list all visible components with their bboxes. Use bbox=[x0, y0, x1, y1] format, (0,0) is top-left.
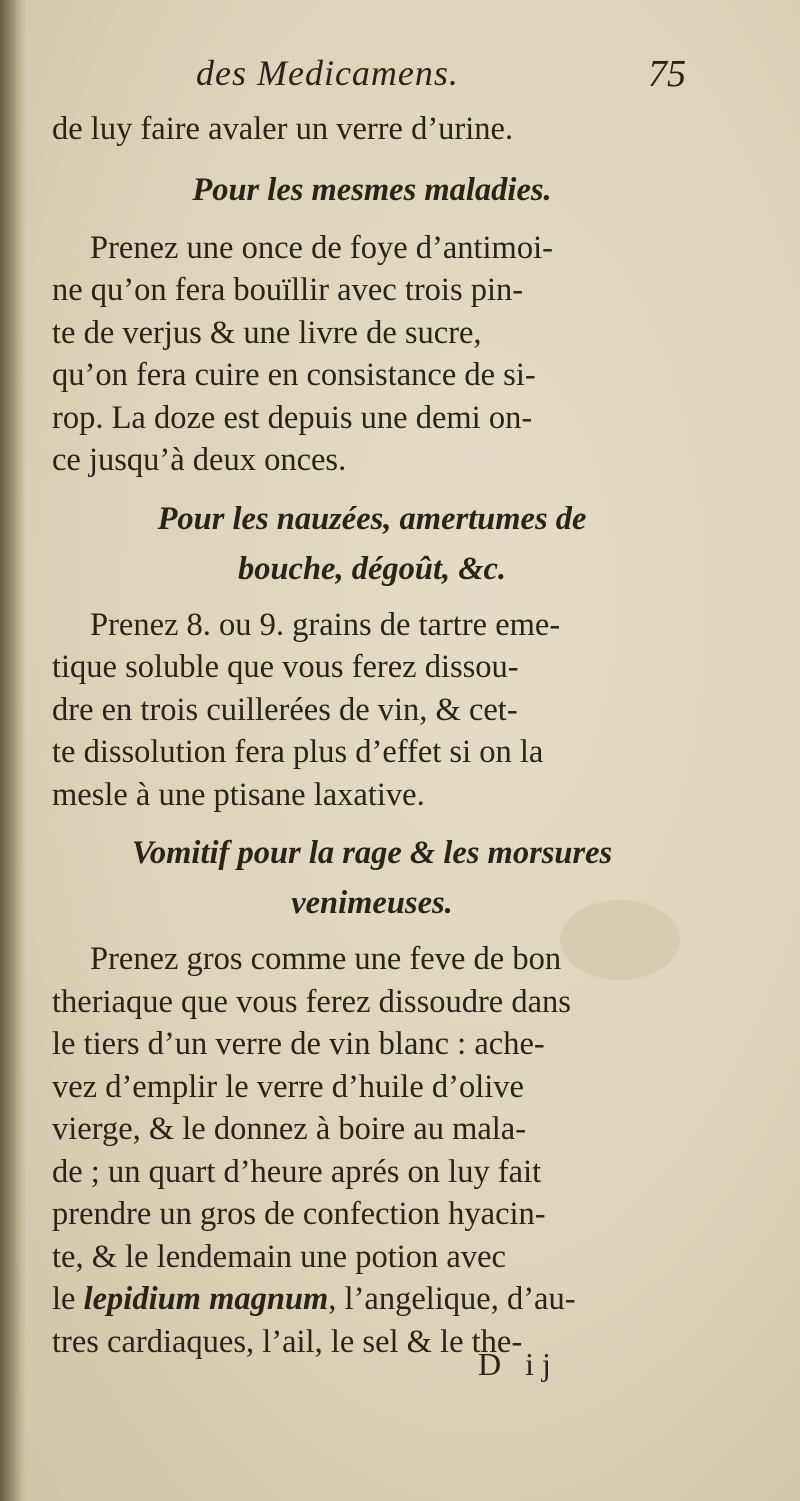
text-line: Prenez gros comme une feve de bon bbox=[90, 941, 562, 977]
signature-mark: D ij bbox=[478, 1346, 559, 1382]
running-head: des Medicamens. bbox=[196, 53, 459, 93]
section-heading-continued: venimeuses. bbox=[291, 885, 453, 921]
page-number: 75 bbox=[648, 53, 686, 95]
text-line: de luy faire avaler un verre d’urine. bbox=[52, 111, 514, 147]
text-line: qu’on fera cuire en consistance de si- bbox=[52, 357, 536, 393]
text-line: Prenez une once de foye d’antimoi- bbox=[90, 229, 553, 266]
text-line: te de verjus & une livre de sucre, bbox=[52, 314, 482, 351]
text-line: tique soluble que vous ferez dissou- bbox=[52, 649, 519, 685]
latin-term: lepidium magnum bbox=[83, 1281, 329, 1317]
text-line: theriaque que vous ferez dissoudre dans bbox=[52, 983, 571, 1020]
section-heading: Pour les nauzées, amertumes de bbox=[157, 500, 587, 537]
text-line: vierge, & le donnez à boire au mala- bbox=[52, 1111, 527, 1147]
text-line: le tiers d’un verre de vin blanc : ache- bbox=[52, 1026, 545, 1062]
text-line: tres cardiaques, l’ail, le sel & le the- bbox=[52, 1323, 523, 1360]
text-line: te dissolution fera plus d’effet si on la bbox=[52, 734, 544, 770]
text-line: rop. La doze est depuis une demi on- bbox=[52, 399, 533, 436]
text-fragment: le bbox=[52, 1281, 84, 1317]
text-line: de ; un quart d’heure aprés on luy fait bbox=[52, 1153, 542, 1190]
page-text bbox=[52, 108, 692, 1363]
section-heading: Pour les mesmes maladies. bbox=[192, 171, 552, 208]
text-line: ne qu’on fera bouïllir avec trois pin- bbox=[52, 272, 524, 308]
text-line: prendre un gros de confection hyacin- bbox=[52, 1196, 546, 1232]
text-line: Prenez 8. ou 9. grains de tartre eme- bbox=[90, 606, 561, 643]
text-fragment: , l’angelique, d’au- bbox=[328, 1281, 576, 1317]
text-line: vez d’emplir le verre d’huile d’olive bbox=[52, 1068, 524, 1105]
section-heading: Vomitif pour la rage & les morsures bbox=[131, 835, 613, 871]
text-line: ce jusqu’à deux onces. bbox=[52, 442, 347, 478]
book-binding-shadow bbox=[0, 0, 26, 1501]
text-line: te, & le lendemain une potion avec bbox=[52, 1238, 506, 1275]
section-heading-continued: bouche, dégoût, &c. bbox=[237, 550, 507, 587]
page-header bbox=[196, 52, 686, 112]
text-line: mesle à une ptisane laxative. bbox=[52, 776, 425, 813]
text-line: dre en trois cuillerées de vin, & cet- bbox=[52, 691, 518, 728]
text-line bbox=[52, 1278, 692, 1321]
